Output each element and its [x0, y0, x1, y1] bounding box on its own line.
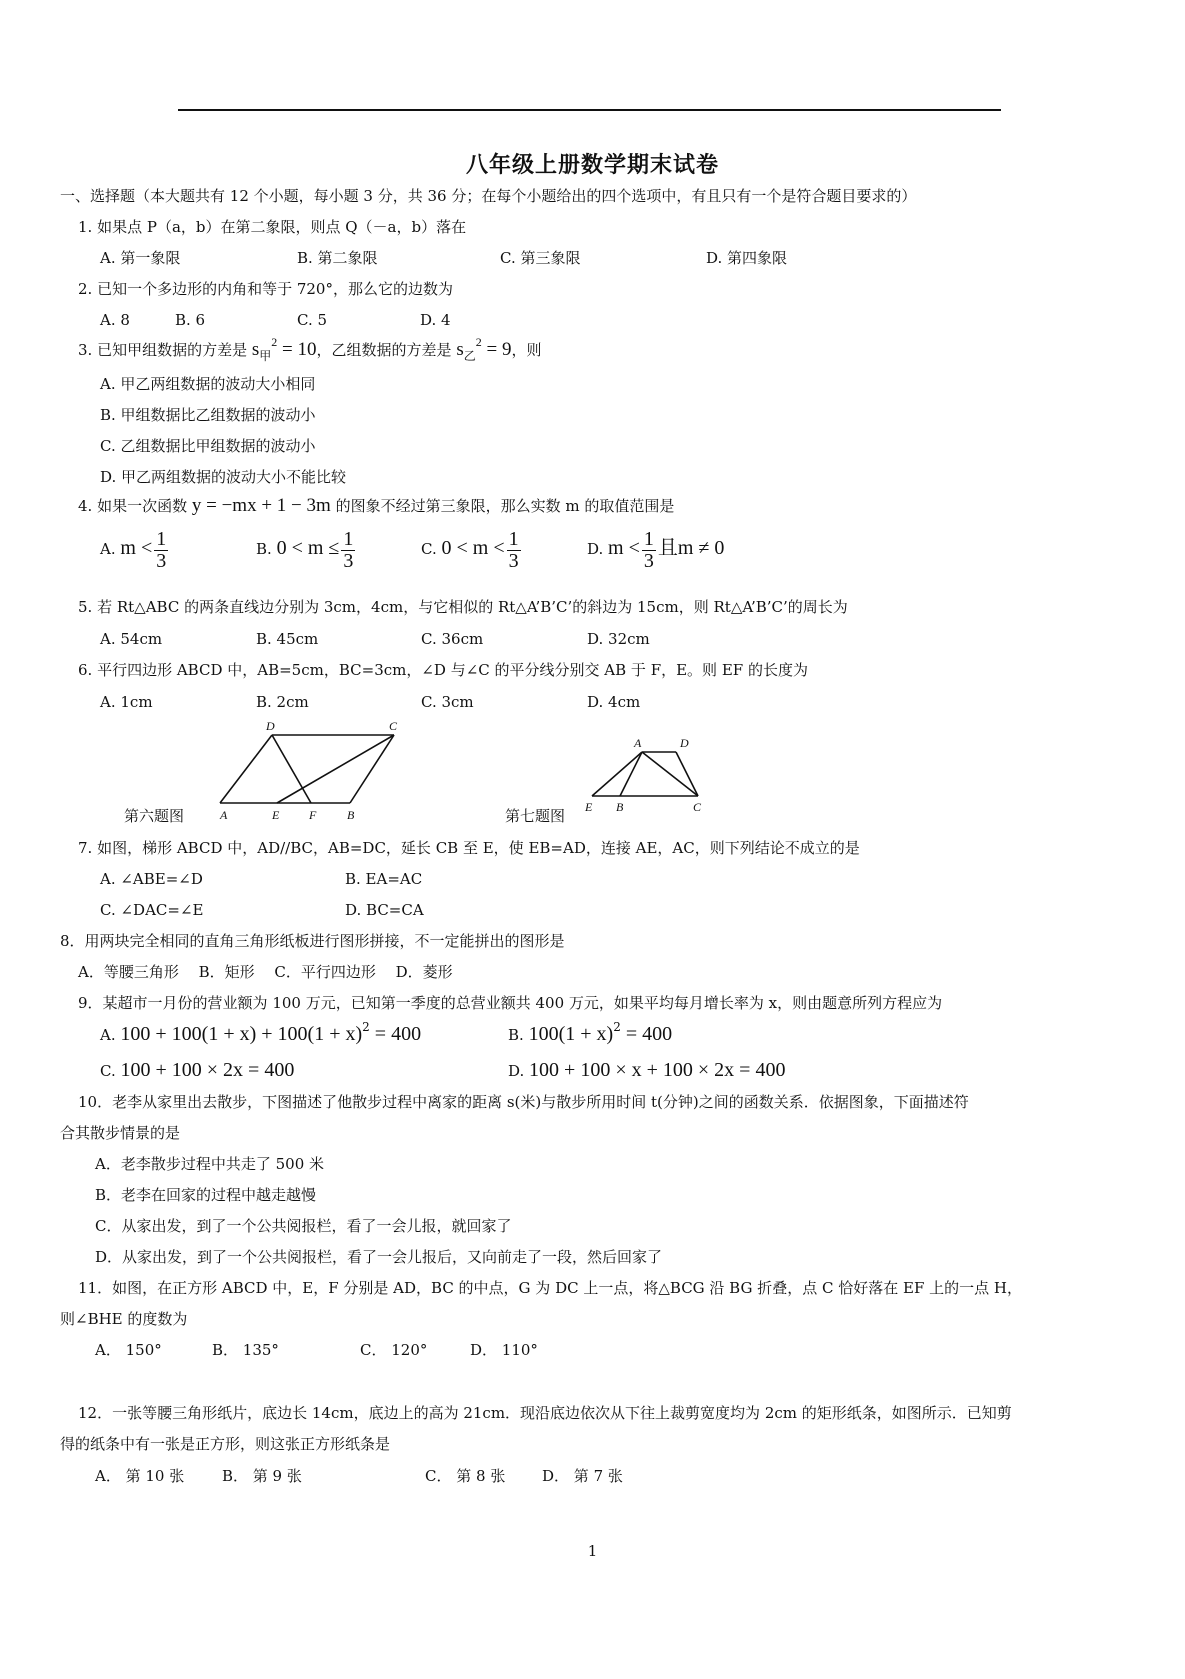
- q5-stem: 5. 若 Rt△ABC 的两条直线边分别为 3cm，4cm，与它相似的 Rt△A’B’C’的斜边为 15cm，则 Rt△A’B’C’的周长为: [78, 598, 848, 616]
- q10-option-a: A．老李散步过程中共走了 500 米: [95, 1155, 325, 1173]
- q12-stem-line2: 得的纸条中有一张是正方形，则这张正方形纸条是: [60, 1435, 391, 1453]
- q1-option-d: D. 第四象限: [706, 249, 788, 267]
- q4-option-a: A. m < $\frac{1}{3}$: [100, 527, 167, 572]
- q8-options: A．等腰三角形 B．矩形 C．平行四边形 D．菱形: [78, 963, 453, 981]
- q6-option-c: C. 3cm: [421, 693, 474, 711]
- fig6-side-BC: [350, 735, 394, 803]
- fig7-segment-AE: [592, 752, 642, 796]
- figure-7-trapezoid: [592, 752, 698, 796]
- fraction-one-third: $\frac{1}{3}$: [343, 527, 354, 572]
- q6-option-a: A. 1cm: [100, 693, 153, 711]
- page-number: 1: [587, 1542, 598, 1560]
- q10-stem-line1: 10．老李从家里出去散步，下图描述了他散步过程中离家的距离 s(米)与散步所用时间 t(分钟)之间的函数关系．依据图象，下面描述符: [78, 1093, 969, 1111]
- fig6-bisector-DF: [272, 735, 311, 803]
- fig7-caption: 第七题图: [505, 807, 566, 825]
- q10-option-b: B．老李在回家的过程中越走越慢: [95, 1186, 317, 1204]
- q5-option-b: B. 45cm: [256, 630, 319, 648]
- fig7-label-D: D: [680, 736, 689, 750]
- q3-option-b: B. 甲组数据比乙组数据的波动小: [100, 406, 316, 424]
- q1-option-c: C. 第三象限: [500, 249, 581, 267]
- q5-option-d: D. 32cm: [587, 630, 650, 648]
- q9-option-c: C. 100 + 100 × 2x = 400: [100, 1059, 295, 1081]
- figure-7-labels: [584, 736, 702, 814]
- fig6-label-E: E: [272, 808, 280, 822]
- fig6-side-DA: [220, 735, 272, 803]
- q1-stem: 1. 如果点 P（a，b）在第二象限，则点 Q（－a，b）落在: [78, 218, 467, 236]
- q2-stem: 2. 已知一个多边形的内角和等于 720°，那么它的边数为: [78, 280, 453, 298]
- fig7-label-E: E: [585, 800, 593, 814]
- fraction-one-third: $\frac{1}{3}$: [643, 527, 654, 572]
- q4-option-d: D. m < $\frac{1}{3}$ 且m ≠ 0: [587, 527, 725, 572]
- q2-option-d: D. 4: [420, 311, 451, 329]
- q9-option-d: D. 100 + 100 × x + 100 × 2x = 400: [508, 1059, 786, 1081]
- q10-stem-line2: 合其散步情景的是: [60, 1124, 181, 1142]
- q6-option-d: D. 4cm: [587, 693, 641, 711]
- q3-stem-post: ，则: [511, 341, 542, 359]
- section-heading: 一、选择题（本大题共有 12 个小题，每小题 3 分，共 36 分；在每个小题给出的四个选项中，有且只有一个是符合题目要求的）: [60, 187, 917, 205]
- fig6-label-C: C: [389, 719, 398, 733]
- fig6-bisector-CE: [277, 735, 394, 803]
- q9-option-b: B. $100(1 + x)^2 = 400$: [508, 1020, 673, 1045]
- q4-option-b: B. 0 < m ≤ $\frac{1}{3}$: [256, 527, 354, 572]
- q2-option-b: B. 6: [175, 311, 206, 329]
- figure-6-parallelogram: [220, 735, 394, 803]
- fig6-label-A: A: [220, 808, 228, 822]
- fig7-segment-AC: [642, 752, 698, 796]
- q7-option-b: B. EA=AC: [345, 870, 423, 888]
- q10-option-d: D．从家出发，到了一个公共阅报栏，看了一会儿报后，又向前走了一段，然后回家了: [95, 1248, 663, 1266]
- q12-option-d: D． 第 7 张: [542, 1467, 623, 1485]
- q4-option-c: C. 0 < m < $\frac{1}{3}$: [421, 527, 519, 572]
- q11-stem-line1: 11．如图，在正方形 ABCD 中，E，F 分别是 AD，BC 的中点，G 为 DC 上一点，将△BCG 沿 BG 折叠，点 C 恰好落在 EF 上的一点 H，: [78, 1279, 1022, 1297]
- fig7-label-A: A: [634, 736, 642, 750]
- q12-option-c: C． 第 8 张: [425, 1467, 506, 1485]
- q7-stem: 7. 如图，梯形 ABCD 中，AD//BC，AB=DC，延长 CB 至 E，使 EB=AD，连接 AE，AC，则下列结论不成立的是: [78, 839, 860, 857]
- q9-option-a: A. $100 + 100(1 + x) + 100(1 + x)^2 = 400$: [100, 1020, 422, 1045]
- q7-option-d: D. BC=CA: [345, 901, 424, 919]
- fig6-label-F: F: [309, 808, 317, 822]
- q6-option-b: B. 2cm: [256, 693, 309, 711]
- q6-stem: 6. 平行四边形 ABCD 中，AB=5cm，BC=3cm，∠D 与∠C 的平分线分别交 AB 于 F，E。则 EF 的长度为: [78, 661, 808, 679]
- q3-option-c: C. 乙组数据比甲组数据的波动小: [100, 437, 316, 455]
- q2-option-a: A. 8: [100, 311, 130, 329]
- fig6-label-D: D: [266, 719, 275, 733]
- q4-formula: y = −mx + 1 − 3m: [191, 495, 331, 516]
- q1-option-b: B. 第二象限: [297, 249, 378, 267]
- q4-stem: 4. 如果一次函数 y = −mx + 1 − 3m 的图象不经过第三象限，那么实数 m 的取值范围是: [78, 495, 675, 516]
- q3-option-a: A. 甲乙两组数据的波动大小相同: [100, 375, 316, 393]
- q11-option-a: A． 150°: [95, 1341, 162, 1359]
- fig7-label-C: C: [693, 800, 702, 814]
- q5-option-a: A. 54cm: [100, 630, 163, 648]
- fig6-caption: 第六题图: [124, 807, 185, 825]
- fig7-leg-DC: [676, 752, 698, 796]
- q9-stem: 9．某超市一月份的营业额为 100 万元，已知第一季度的总营业额共 400 万元，如果平均每月增长率为 x，则由题意所列方程应为: [78, 994, 943, 1012]
- q3-variance-b: $s_乙^2 = 9$: [456, 335, 512, 363]
- q3-option-d: D. 甲乙两组数据的波动大小不能比较: [100, 468, 347, 486]
- fig7-leg-AB: [620, 752, 642, 796]
- q7-option-a: A. ∠ABE=∠D: [100, 870, 203, 888]
- fraction-one-third: $\frac{1}{3}$: [508, 527, 519, 572]
- fig7-label-B: B: [616, 800, 624, 814]
- q3-stem-pre: 3. 已知甲组数据的方差是: [78, 341, 248, 359]
- q3-variance-a: $s_甲^2 = 10$: [251, 335, 317, 363]
- q2-option-c: C. 5: [297, 311, 328, 329]
- q11-option-d: D． 110°: [470, 1341, 538, 1359]
- q12-option-a: A． 第 10 张: [95, 1467, 185, 1485]
- fig6-label-B: B: [347, 808, 355, 822]
- fraction-one-third: $\frac{1}{3}$: [156, 527, 167, 572]
- q10-option-c: C．从家出发，到了一个公共阅报栏，看了一会儿报，就回家了: [95, 1217, 512, 1235]
- q7-option-c: C. ∠DAC=∠E: [100, 901, 204, 919]
- q11-stem-line2: 则∠BHE 的度数为: [60, 1310, 188, 1328]
- q3-stem-mid: ，乙组数据的方差是: [316, 341, 452, 359]
- page-title: 八年级上册数学期末试卷: [465, 152, 719, 178]
- q12-option-b: B． 第 9 张: [222, 1467, 302, 1485]
- q12-stem-line1: 12．一张等腰三角形纸片，底边长 14cm，底边上的高为 21cm．现沿底边依次从下往上裁剪宽度均为 2cm 的矩形纸条，如图所示．已知剪: [78, 1404, 1012, 1422]
- q11-option-c: C． 120°: [360, 1341, 428, 1359]
- q11-option-b: B． 135°: [212, 1341, 279, 1359]
- q5-option-c: C. 36cm: [421, 630, 484, 648]
- q1-option-a: A. 第一象限: [100, 249, 181, 267]
- q8-stem: 8．用两块完全相同的直角三角形纸板进行图形拼接，不一定能拼出的图形是: [60, 932, 565, 950]
